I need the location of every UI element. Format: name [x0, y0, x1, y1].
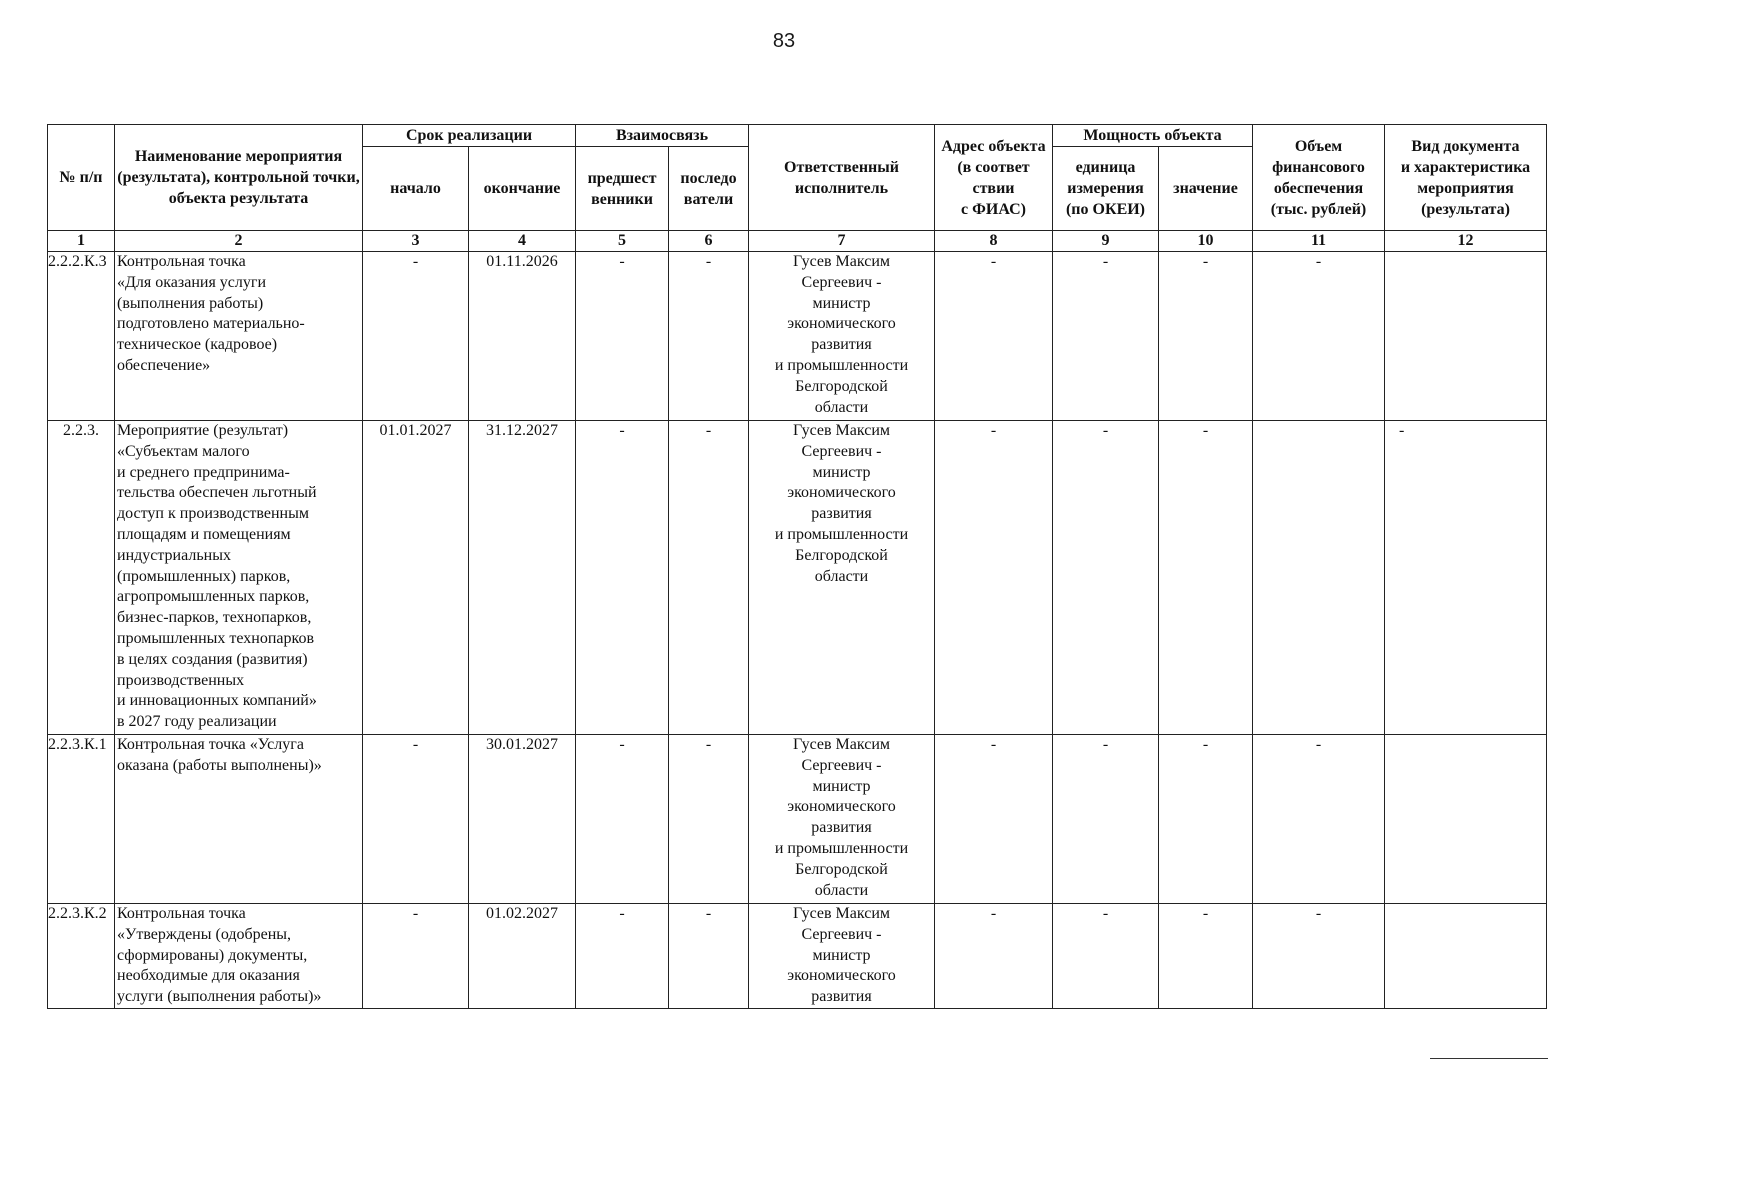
column-number: 9	[1053, 231, 1159, 252]
column-number: 11	[1253, 231, 1385, 252]
row-responsible: Гусев Максим Сергеевич - министр экономического развития и промышленности Белгородской области	[749, 421, 935, 735]
header-link-prev: предшест венники	[576, 147, 669, 231]
table-row	[48, 904, 1547, 1009]
row-prev: -	[576, 735, 669, 904]
column-number: 10	[1159, 231, 1253, 252]
row-doc	[1385, 252, 1547, 421]
column-number: 7	[749, 231, 935, 252]
row-address: -	[935, 735, 1053, 904]
table-row	[48, 421, 1547, 735]
row-next: -	[669, 904, 749, 1009]
row-end: 01.02.2027	[469, 904, 576, 1009]
header-capacity-unit: единица измерения (по ОКЕИ)	[1053, 147, 1159, 231]
row-name: Контрольная точка «Утверждены (одобрены, сформированы) документы, необходимые для оказания услуги (выполнения работы)»	[115, 904, 363, 1009]
row-responsible: Гусев Максим Сергеевич - министр экономического развития и промышленности Белгородской области	[749, 252, 935, 421]
row-start: 01.01.2027	[363, 421, 469, 735]
header-link-group: Взаимосвязь	[576, 125, 749, 147]
plan-table	[47, 124, 1547, 1009]
row-unit: -	[1053, 904, 1159, 1009]
row-address: -	[935, 904, 1053, 1009]
row-doc	[1385, 735, 1547, 904]
header-address: Адрес объекта (в соответ ствии с ФИАС)	[935, 125, 1053, 231]
row-end: 01.11.2026	[469, 252, 576, 421]
row-unit: -	[1053, 735, 1159, 904]
column-number: 4	[469, 231, 576, 252]
row-address: -	[935, 252, 1053, 421]
row-next: -	[669, 735, 749, 904]
header-responsible: Ответственный исполнитель	[749, 125, 935, 231]
column-numbers-row	[48, 231, 1547, 252]
table-row	[48, 252, 1547, 421]
row-value: -	[1159, 252, 1253, 421]
row-prev: -	[576, 421, 669, 735]
table-row	[48, 735, 1547, 904]
row-next: -	[669, 421, 749, 735]
column-number: 2	[115, 231, 363, 252]
row-value: -	[1159, 735, 1253, 904]
header-link-next: последо ватели	[669, 147, 749, 231]
row-next: -	[669, 252, 749, 421]
header-name: Наименование мероприятия (результата), контрольной точки, объекта результата	[115, 125, 363, 231]
header-term-end: окончание	[469, 147, 576, 231]
row-finance	[1253, 421, 1385, 735]
row-end: 31.12.2027	[469, 421, 576, 735]
row-finance: -	[1253, 904, 1385, 1009]
row-end: 30.01.2027	[469, 735, 576, 904]
column-number: 5	[576, 231, 669, 252]
column-number: 3	[363, 231, 469, 252]
table-header	[48, 125, 1547, 252]
header-term-start: начало	[363, 147, 469, 231]
row-name: Контрольная точка «Услуга оказана (работы выполнены)»	[115, 735, 363, 904]
column-number: 1	[48, 231, 115, 252]
row-finance: -	[1253, 735, 1385, 904]
column-number: 12	[1385, 231, 1547, 252]
row-start: -	[363, 904, 469, 1009]
row-name: Контрольная точка «Для оказания услуги (выполнения работы) подготовлено материально- техническое (кадровое) обеспечение»	[115, 252, 363, 421]
header-term-group: Срок реализации	[363, 125, 576, 147]
row-value: -	[1159, 421, 1253, 735]
page-number: 83	[772, 30, 796, 52]
row-value: -	[1159, 904, 1253, 1009]
row-prev: -	[576, 252, 669, 421]
row-unit: -	[1053, 421, 1159, 735]
row-code: 2.2.3.К.1	[48, 735, 115, 904]
footer-divider	[1430, 1058, 1548, 1059]
header-capacity-group: Мощность объекта	[1053, 125, 1253, 147]
header-finance: Объем финансового обеспечения (тыс. рублей)	[1253, 125, 1385, 231]
header-doc: Вид документа и характеристика мероприятия (результата)	[1385, 125, 1547, 231]
row-name: Мероприятие (результат) «Субъектам малого и среднего предпринима- тельства обеспечен льготный доступ к производственным площадям и помещениям индустриальных (промышленных) парков, агропромышленных парков, бизнес-парков, технопарков, промышленных технопарков в целях создания (развития) производственных и инновационных компаний» в 2027 году реализации	[115, 421, 363, 735]
table-body	[48, 252, 1547, 1009]
row-start: -	[363, 735, 469, 904]
column-number: 8	[935, 231, 1053, 252]
column-number: 6	[669, 231, 749, 252]
row-doc: -	[1385, 421, 1547, 735]
row-finance: -	[1253, 252, 1385, 421]
row-prev: -	[576, 904, 669, 1009]
row-doc	[1385, 904, 1547, 1009]
row-code: 2.2.2.К.3	[48, 252, 115, 421]
header-capacity-value: значение	[1159, 147, 1253, 231]
row-code: 2.2.3.К.2	[48, 904, 115, 1009]
header-num: № п/п	[48, 125, 115, 231]
row-address: -	[935, 421, 1053, 735]
row-start: -	[363, 252, 469, 421]
row-unit: -	[1053, 252, 1159, 421]
row-responsible: Гусев Максим Сергеевич - министр экономического развития	[749, 904, 935, 1009]
row-responsible: Гусев Максим Сергеевич - министр экономического развития и промышленности Белгородской области	[749, 735, 935, 904]
row-code: 2.2.3.	[48, 421, 115, 735]
